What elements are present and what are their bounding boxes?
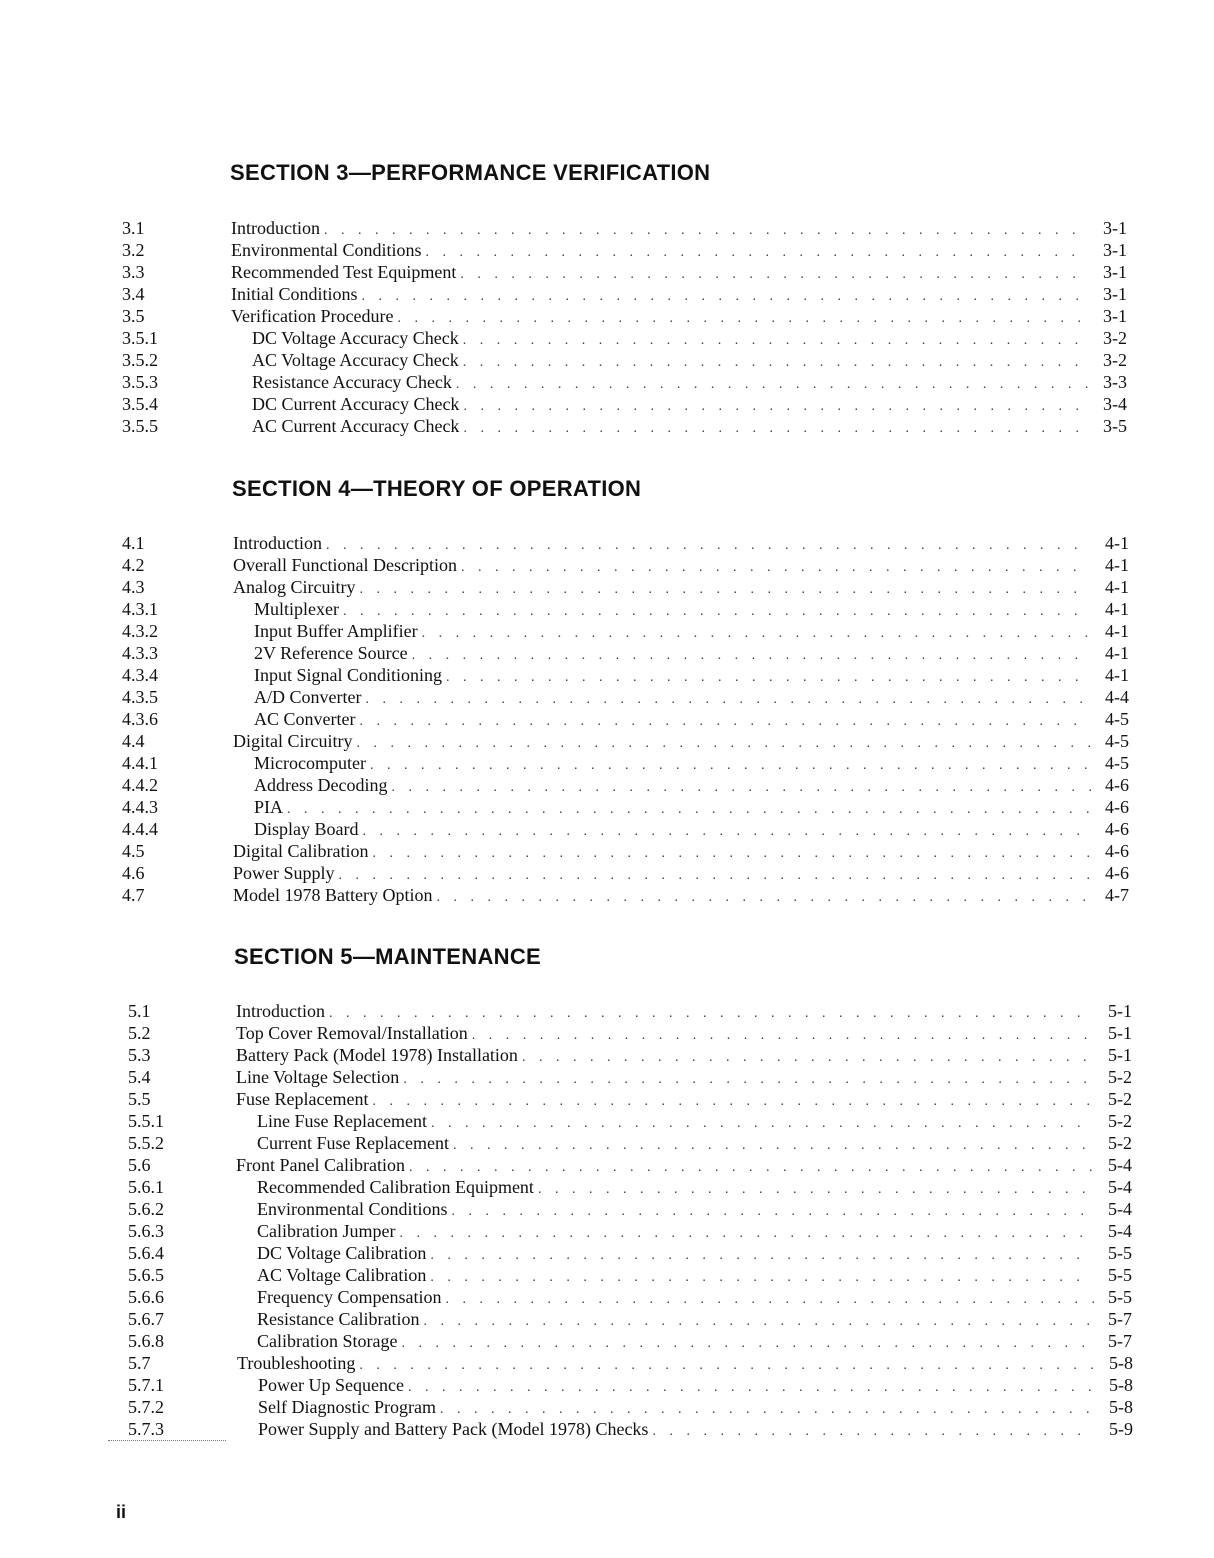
entry-page: 5-8 — [1109, 1397, 1133, 1417]
entry-page: 3-3 — [1103, 372, 1127, 392]
entry-page: 3-1 — [1103, 262, 1127, 282]
scan-underline-mark — [108, 1440, 226, 1442]
entry-page: 4-6 — [1105, 841, 1129, 861]
toc-entry — [0, 349, 1214, 371]
toc-entry — [0, 393, 1214, 415]
page-number: ii — [116, 1502, 127, 1522]
dot-leader — [463, 418, 1089, 440]
entry-page: 3-1 — [1103, 218, 1127, 238]
entry-page: 5-2 — [1108, 1089, 1132, 1109]
toc-entry — [0, 1088, 1214, 1110]
entry-number: 4.3.5 — [122, 687, 158, 707]
entry-number: 3.2 — [122, 240, 145, 260]
entry-label: Power Supply — [233, 862, 339, 884]
entry-number: 5.3 — [128, 1045, 151, 1065]
toc-entry — [0, 327, 1214, 349]
toc-entry — [0, 415, 1214, 437]
entry-page: 3-1 — [1103, 284, 1127, 304]
toc-entry — [0, 1352, 1214, 1374]
entry-label: DC Current Accuracy Check — [252, 393, 463, 415]
entry-number: 4.3.3 — [122, 643, 158, 663]
entry-number: 5.6 — [128, 1155, 151, 1175]
toc-entry — [0, 532, 1214, 554]
entry-number: 3.5.1 — [122, 328, 158, 348]
entry-number: 4.4.2 — [122, 775, 158, 795]
entry-label: Recommended Calibration Equipment — [257, 1176, 538, 1198]
entry-label: 2V Reference Source — [254, 642, 412, 664]
entry-number: 4.6 — [122, 863, 145, 883]
entry-number: 3.5.5 — [122, 416, 158, 436]
entry-number: 5.5.1 — [128, 1111, 164, 1131]
toc-entry — [0, 261, 1214, 283]
toc-entry — [0, 1198, 1214, 1220]
toc-entry — [0, 730, 1214, 752]
entry-page: 3-2 — [1103, 350, 1127, 370]
entry-page: 4-4 — [1105, 687, 1129, 707]
toc-entry — [0, 1110, 1214, 1132]
entry-page: 4-1 — [1105, 533, 1129, 553]
entry-page: 5-5 — [1108, 1243, 1132, 1263]
entry-number: 3.1 — [122, 218, 145, 238]
toc-entry — [0, 840, 1214, 862]
entry-number: 5.6.6 — [128, 1287, 164, 1307]
section-title: SECTION 5—MAINTENANCE — [234, 944, 541, 969]
entry-label: AC Voltage Accuracy Check — [252, 349, 463, 371]
toc-entry — [0, 283, 1214, 305]
toc-entry — [0, 1044, 1214, 1066]
entry-label: Introduction — [233, 532, 326, 554]
entry-page: 4-5 — [1105, 753, 1129, 773]
entry-label: Current Fuse Replacement — [257, 1132, 453, 1154]
entry-number: 4.3.1 — [122, 599, 158, 619]
entry-label: Front Panel Calibration — [236, 1154, 409, 1176]
entry-number: 3.3 — [122, 262, 145, 282]
entry-page: 4-7 — [1105, 885, 1129, 905]
dot-leader — [652, 1421, 1095, 1443]
entry-page: 4-6 — [1105, 797, 1129, 817]
entry-number: 3.5.4 — [122, 394, 158, 414]
entry-number: 4.2 — [122, 555, 145, 575]
entry-number: 4.7 — [122, 885, 145, 905]
toc-entry — [0, 554, 1214, 576]
entry-page: 4-1 — [1105, 643, 1129, 663]
toc-entry — [0, 664, 1214, 686]
toc-entry — [0, 818, 1214, 840]
entry-number: 5.5.2 — [128, 1133, 164, 1153]
entry-label: Microcomputer — [254, 752, 370, 774]
entry-number: 5.6.8 — [128, 1331, 164, 1351]
entry-page: 4-1 — [1105, 665, 1129, 685]
entry-label: Power Supply and Battery Pack (Model 1978) Checks — [258, 1418, 652, 1440]
entry-label: A/D Converter — [254, 686, 365, 708]
entry-label: Multiplexer — [254, 598, 343, 620]
entry-number: 4.1 — [122, 533, 145, 553]
entry-label: Resistance Accuracy Check — [252, 371, 456, 393]
entry-page: 5-7 — [1108, 1309, 1132, 1329]
toc-entry — [0, 620, 1214, 642]
entry-page: 3-2 — [1103, 328, 1127, 348]
entry-number: 4.3.2 — [122, 621, 158, 641]
entry-number: 4.4 — [122, 731, 145, 751]
entry-page: 5-1 — [1108, 1045, 1132, 1065]
entry-page: 5-8 — [1109, 1353, 1133, 1373]
toc-entry — [0, 1220, 1214, 1242]
entry-label: Model 1978 Battery Option — [233, 884, 436, 906]
toc-entry — [0, 217, 1214, 239]
toc-entry — [0, 708, 1214, 730]
entry-label: Power Up Sequence — [258, 1374, 408, 1396]
entry-label: Overall Functional Description — [233, 554, 461, 576]
entry-number: 5.7 — [128, 1353, 151, 1373]
toc-entry — [0, 576, 1214, 598]
entry-number: 4.3.6 — [122, 709, 158, 729]
entry-number: 5.6.2 — [128, 1199, 164, 1219]
section-title: SECTION 4—THEORY OF OPERATION — [232, 476, 642, 501]
entry-label: Input Buffer Amplifier — [254, 620, 422, 642]
entry-page: 4-5 — [1105, 731, 1129, 751]
entry-label: Digital Circuitry — [233, 730, 356, 752]
entry-page: 4-1 — [1105, 621, 1129, 641]
entry-page: 5-2 — [1108, 1133, 1132, 1153]
entry-page: 5-4 — [1108, 1177, 1132, 1197]
entry-page: 5-9 — [1109, 1419, 1133, 1439]
toc-entry — [0, 1242, 1214, 1264]
entry-page: 5-5 — [1108, 1265, 1132, 1285]
toc-entry — [0, 1132, 1214, 1154]
toc-entry — [0, 686, 1214, 708]
entry-label: Address Decoding — [254, 774, 391, 796]
entry-number: 5.2 — [128, 1023, 151, 1043]
entry-page: 5-5 — [1108, 1287, 1132, 1307]
entry-label: AC Voltage Calibration — [257, 1264, 430, 1286]
entry-page: 5-2 — [1108, 1067, 1132, 1087]
entry-number: 4.4.4 — [122, 819, 158, 839]
toc-entry — [0, 1396, 1214, 1418]
toc-entry — [0, 1176, 1214, 1198]
entry-page: 5-1 — [1108, 1001, 1132, 1021]
entry-label: DC Voltage Calibration — [257, 1242, 430, 1264]
toc-entry — [0, 1066, 1214, 1088]
entry-page: 3-4 — [1103, 394, 1127, 414]
entry-page: 4-6 — [1105, 819, 1129, 839]
toc-entry — [0, 862, 1214, 884]
entry-number: 5.6.3 — [128, 1221, 164, 1241]
entry-label: Analog Circuitry — [233, 576, 359, 598]
entry-label: Environmental Conditions — [231, 239, 426, 261]
entry-label: Initial Conditions — [231, 283, 362, 305]
entry-number: 5.5 — [128, 1089, 151, 1109]
toc-entry — [0, 884, 1214, 906]
entry-number: 5.6.4 — [128, 1243, 164, 1263]
entry-label: Display Board — [254, 818, 362, 840]
entry-label: Calibration Storage — [257, 1330, 401, 1352]
entry-number: 4.4.3 — [122, 797, 158, 817]
entry-number: 4.5 — [122, 841, 145, 861]
entry-page: 5-2 — [1108, 1111, 1132, 1131]
entry-label: Line Voltage Selection — [236, 1066, 403, 1088]
toc-entry — [0, 239, 1214, 261]
section-title: SECTION 3—PERFORMANCE VERIFICATION — [230, 160, 711, 185]
entry-number: 5.7.2 — [128, 1397, 164, 1417]
toc-entry — [0, 1000, 1214, 1022]
entry-label: PIA — [254, 796, 287, 818]
entry-page: 3-5 — [1103, 416, 1127, 436]
entry-label: Recommended Test Equipment — [231, 261, 460, 283]
entry-number: 5.6.1 — [128, 1177, 164, 1197]
entry-page: 5-8 — [1109, 1375, 1133, 1395]
entry-label: DC Voltage Accuracy Check — [252, 327, 463, 349]
entry-page: 5-4 — [1108, 1155, 1132, 1175]
entry-label: Introduction — [236, 1000, 329, 1022]
entry-page: 3-1 — [1103, 306, 1127, 326]
entry-number: 5.6.5 — [128, 1265, 164, 1285]
toc-entry — [0, 1022, 1214, 1044]
entry-label: Battery Pack (Model 1978) Installation — [236, 1044, 522, 1066]
entry-number: 3.5 — [122, 306, 145, 326]
toc-entry — [0, 1264, 1214, 1286]
dot-leader — [436, 887, 1091, 909]
entry-page: 4-6 — [1105, 863, 1129, 883]
entry-number: 3.5.2 — [122, 350, 158, 370]
toc-entry — [0, 1286, 1214, 1308]
entry-label: Troubleshooting — [237, 1352, 359, 1374]
entry-label: Introduction — [231, 217, 324, 239]
entry-number: 5.1 — [128, 1001, 151, 1021]
entry-number: 5.6.7 — [128, 1309, 164, 1329]
entry-label: Top Cover Removal/Installation — [236, 1022, 472, 1044]
entry-number: 4.3 — [122, 577, 145, 597]
entry-label: Environmental Conditions — [257, 1198, 452, 1220]
toc-entry — [0, 752, 1214, 774]
entry-page: 5-4 — [1108, 1221, 1132, 1241]
entry-number: 4.3.4 — [122, 665, 158, 685]
entry-label: Resistance Calibration — [257, 1308, 423, 1330]
entry-page: 4-6 — [1105, 775, 1129, 795]
toc-entry — [0, 1374, 1214, 1396]
entry-page: 5-7 — [1108, 1331, 1132, 1351]
toc-entry — [0, 642, 1214, 664]
entry-page: 4-1 — [1105, 555, 1129, 575]
entry-label: Verification Procedure — [231, 305, 397, 327]
toc-entry — [0, 774, 1214, 796]
entry-label: AC Current Accuracy Check — [252, 415, 463, 437]
entry-label: Fuse Replacement — [236, 1088, 372, 1110]
entry-label: Frequency Compensation — [257, 1286, 445, 1308]
entry-number: 3.4 — [122, 284, 145, 304]
toc-entry — [0, 796, 1214, 818]
toc-entry — [0, 1154, 1214, 1176]
entry-page: 4-5 — [1105, 709, 1129, 729]
toc-entry — [0, 598, 1214, 620]
toc-entry — [0, 1418, 1214, 1440]
toc-entry — [0, 1308, 1214, 1330]
toc-entry — [0, 1330, 1214, 1352]
entry-label: Input Signal Conditioning — [254, 664, 446, 686]
toc-entry — [0, 305, 1214, 327]
entry-label: AC Converter — [254, 708, 359, 730]
entry-page: 3-1 — [1103, 240, 1127, 260]
entry-page: 5-1 — [1108, 1023, 1132, 1043]
entry-page: 4-1 — [1105, 599, 1129, 619]
entry-label: Calibration Jumper — [257, 1220, 399, 1242]
entry-number: 5.4 — [128, 1067, 151, 1087]
toc-entry — [0, 371, 1214, 393]
entry-number: 3.5.3 — [122, 372, 158, 392]
entry-page: 5-4 — [1108, 1199, 1132, 1219]
entry-page: 4-1 — [1105, 577, 1129, 597]
entry-number: 4.4.1 — [122, 753, 158, 773]
entry-number: 5.7.3 — [128, 1419, 164, 1439]
entry-label: Digital Calibration — [233, 840, 372, 862]
entry-number: 5.7.1 — [128, 1375, 164, 1395]
entry-label: Self Diagnostic Program — [258, 1396, 440, 1418]
entry-label: Line Fuse Replacement — [257, 1110, 431, 1132]
